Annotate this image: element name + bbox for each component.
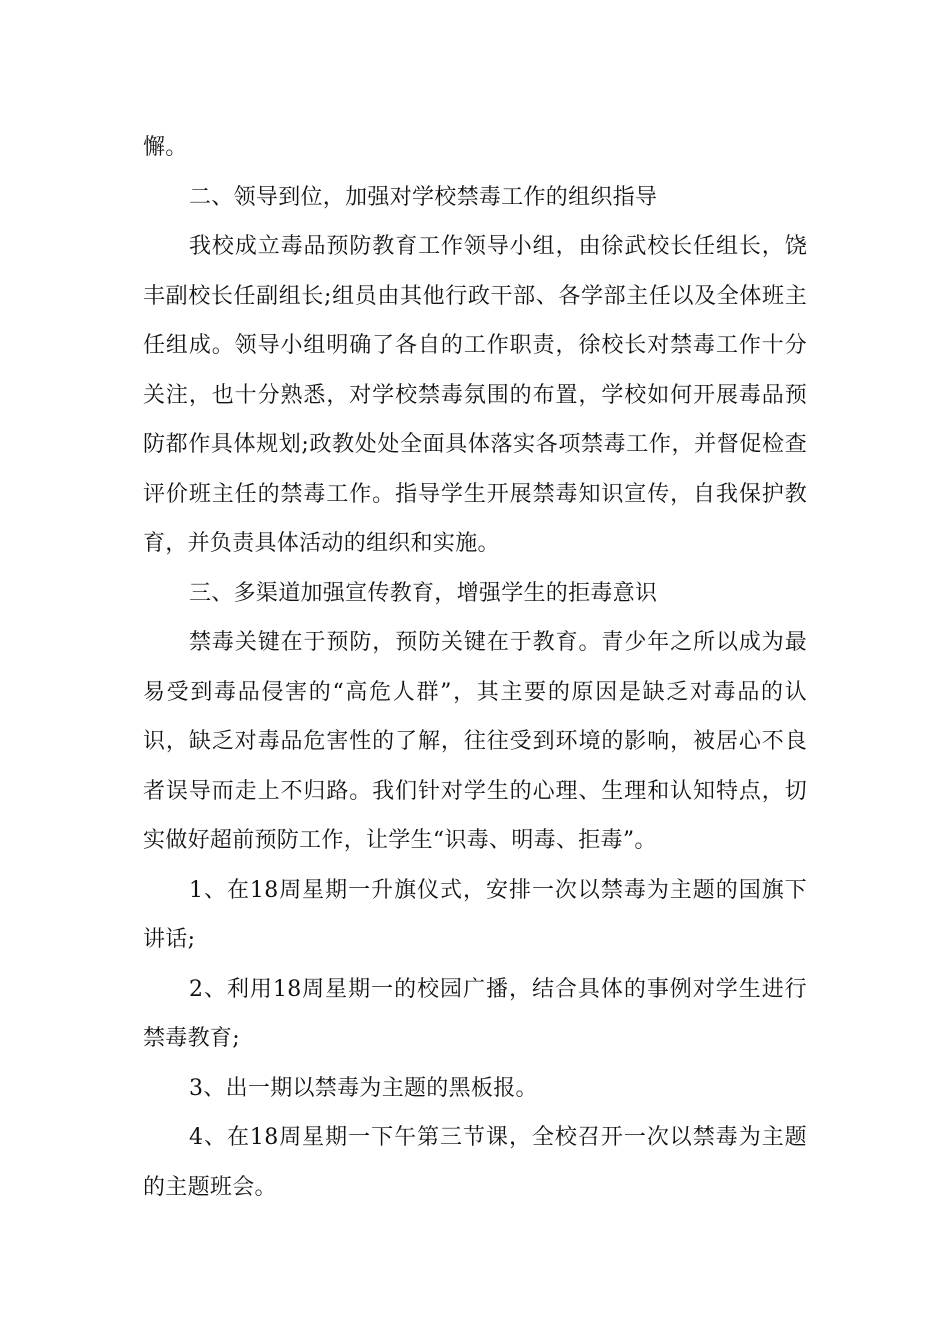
list-item-blackboard: 3、出一期以禁毒为主题的黑板报。: [189, 1075, 538, 1101]
list-item-flag-ceremony: 1、在18周星期一升旗仪式，安排一次以禁毒为主题的国旗下讲话;: [143, 877, 807, 952]
document-body: [143, 123, 807, 1212]
paragraph-continuation: 懈。: [143, 135, 188, 160]
list-item-class-meeting: 4、在18周星期一下午第三节课，全校召开一次以禁毒为主题的主题班会。: [143, 1125, 807, 1200]
paragraph-prevention: 禁毒关键在于预防，预防关键在于教育。青少年之所以成为最易受到毒品侵害的“高危人群”，其主要的原因是缺乏对毒品的认识，缺乏对毒品危害性的了解，往往受到环境的影响，被居心不良者误导而走上不归路。我们针对学生的心理、生理和认知特点，切实做好超前预防工作，让学生“识毒、明毒、拒毒”。: [143, 630, 807, 853]
section-heading-publicity: 三、多渠道加强宣传教育，增强学生的拒毒意识: [189, 580, 658, 606]
list-item-campus-broadcast: 2、利用18周星期一的校园广播，结合具体的事例对学生进行禁毒教育;: [143, 976, 807, 1051]
paragraph-leadership-group: 我校成立毒品预防教育工作领导小组，由徐武校长任组长，饶丰副校长任副组长;组员由其他行政干部、各学部主任以及全体班主任组成。领导小组明确了各自的工作职责，徐校长对禁毒工作十分关注，也十分熟悉，对学校禁毒氛围的布置，学校如何开展毒品预防都作具体规划;政教处处全面具体落实各项禁毒工作，并督促检查评价班主任的禁毒工作。指导学生开展禁毒知识宣传，自我保护教育，并负责具体活动的组织和实施。: [143, 234, 807, 556]
section-heading-leadership: 二、领导到位，加强对学校禁毒工作的组织指导: [189, 184, 658, 210]
